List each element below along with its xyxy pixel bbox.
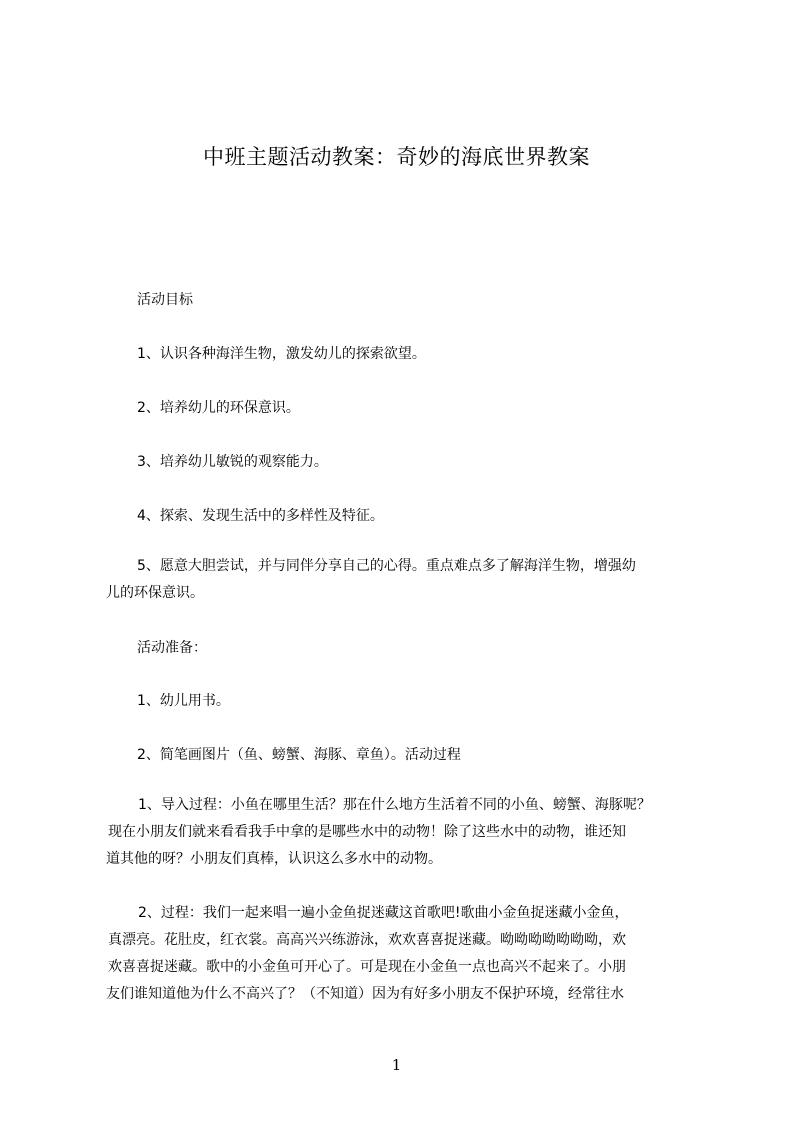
- document-title: 中班主题活动教案：奇妙的海底世界教案: [203, 145, 590, 169]
- process-step-2-line-2: 真漂亮。花肚皮，红衣裳。高高兴兴练游泳，欢欢喜喜捉迷藏。呦呦呦呦呦呦呦，欢: [108, 932, 626, 948]
- page-number: 1: [391, 1056, 402, 1074]
- prep-item-1: 1、幼儿用书。: [137, 693, 230, 709]
- process-step-2-line-4: 友们谁知道他为什么不高兴了？（不知道）因为有好多小朋友不保护环境，经常往水: [106, 986, 624, 1002]
- process-step-1: [106, 792, 706, 873]
- process-step-2-line-1: 2、过程：我们一起来唱一遍小金鱼捉迷藏这首歌吧!歌曲小金鱼捉迷藏小金鱼，: [138, 905, 629, 921]
- goal-item-4: 4、探索、发现生活中的多样性及特征。: [137, 508, 384, 524]
- goals-heading: 活动目标: [137, 292, 193, 308]
- prep-item-2: 2、简笔画图片（鱼、螃蟹、海豚、章鱼）。活动过程: [137, 747, 461, 763]
- goal-item-5-line-2: 儿的环保意识。: [106, 585, 204, 601]
- goal-item-5-line-1: 5、愿意大胆尝试，并与同伴分享自己的心得。重点难点多了解海洋生物，增强幼: [137, 558, 636, 574]
- process-step-1-line-2: 现在小朋友们就来看看我手中拿的是哪些水中的动物！除了这些水中的动物，谁还知: [108, 824, 626, 840]
- process-step-1-line-1: 1、导入过程：小鱼在哪里生活？那在什么地方生活着不同的小鱼、螃蟹、海豚呢？: [138, 797, 651, 813]
- prep-heading: 活动准备：: [137, 640, 207, 656]
- process-step-2-line-3: 欢喜喜捉迷藏。歌中的小金鱼可开心了。可是现在小金鱼一点也高兴不起来了。小朋: [108, 959, 626, 975]
- process-step-1-line-3: 道其他的呀？小朋友们真棒，认识这么多水中的动物。: [106, 851, 442, 867]
- goal-item-2: 2、培养幼儿的环保意识。: [137, 400, 300, 416]
- goal-item-3: 3、培养幼儿敏锐的观察能力。: [137, 454, 328, 470]
- process-step-2: [106, 900, 706, 1008]
- goal-item-5: [106, 553, 706, 607]
- goal-item-1: 1、认识各种海洋生物，激发幼儿的探索欲望。: [137, 346, 426, 362]
